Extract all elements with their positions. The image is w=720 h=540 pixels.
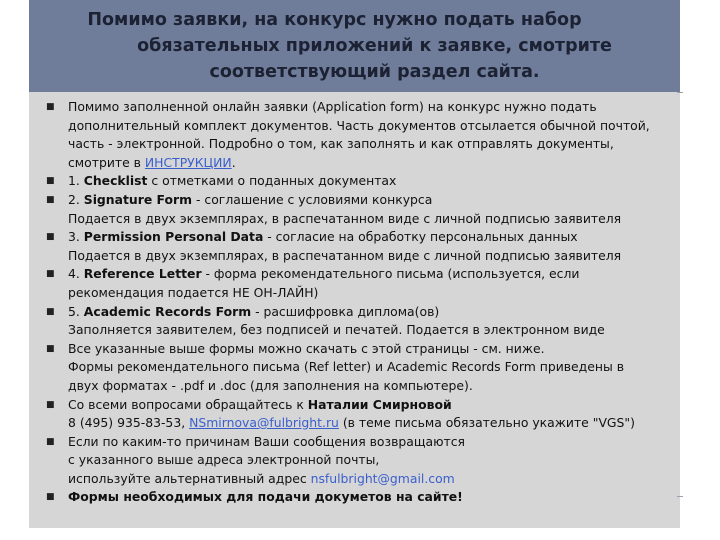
item-text-line — [68, 470, 683, 489]
bullet-list — [43, 98, 683, 507]
square-bullet-icon: ■ — [46, 102, 55, 112]
form-name: Academic Records Form — [83, 303, 252, 319]
item-text-line — [68, 265, 683, 284]
contact-phone: 8 (495) 935-83-53, — [68, 415, 190, 431]
alternate-email-link[interactable]: nsfulbright@gmail.com — [310, 470, 455, 486]
form-name: Permission Personal Data — [83, 229, 264, 245]
form-name: Reference Letter — [83, 266, 202, 282]
square-bullet-icon: ■ — [46, 176, 55, 187]
square-bullet-icon: ■ — [46, 232, 55, 243]
slide — [29, 0, 680, 528]
item-text: с отметками о поданных документах — [147, 173, 397, 189]
item-text: - согласие на обработку персональных данных — [263, 229, 578, 245]
list-item-checklist — [43, 172, 683, 191]
item-number: 4. — [68, 266, 84, 282]
item-text-line — [68, 488, 683, 507]
slide-title-line-2: обязательных приложений к заявке, смотрите — [137, 36, 612, 56]
item-text-line: Подается в двух экземплярах, в распечатанном виде с личной подписью заявителя — [68, 210, 622, 226]
item-text: используйте альтернативный адрес — [68, 470, 311, 486]
item-number: 5. — [68, 303, 84, 319]
list-item-downloads — [43, 340, 683, 396]
item-text-line — [68, 172, 683, 191]
form-name: Checklist — [83, 173, 148, 189]
square-bullet-icon: ■ — [46, 343, 55, 354]
edge-tick — [677, 92, 683, 93]
item-text-line: Заполняется заявителем, без подписей и печатей. Подается в электронном виде — [68, 322, 605, 338]
square-bullet-icon: ■ — [46, 492, 55, 503]
forms-note: Формы необходимых для подачи докуметов на сайте! — [68, 489, 463, 505]
list-item-forms-note — [43, 488, 683, 507]
item-text-line: Подается в двух экземплярах, в распечатанном виде с личной подписью заявителя — [68, 247, 622, 263]
item-text-line — [68, 303, 683, 322]
item-text-line — [68, 191, 683, 210]
form-name: Signature Form — [83, 191, 193, 207]
item-text: - соглашение с условиями конкурса — [192, 191, 433, 207]
item-text: (в теме письма обязательно укажите "VGS") — [338, 415, 635, 431]
contact-email-link[interactable]: NSmirnova@fulbright.ru — [189, 415, 339, 431]
item-text-line: двух форматах - .pdf и .doc (для заполнения на компьютере). — [68, 377, 473, 393]
list-item-alternate-address — [43, 433, 683, 489]
item-text-line — [68, 154, 683, 173]
item-number: 2. — [68, 191, 84, 207]
contact-name: Наталии Смирновой — [307, 396, 452, 412]
item-text-line — [68, 396, 683, 415]
item-number: 3. — [68, 229, 84, 245]
edge-tick — [677, 496, 683, 497]
item-text-line: рекомендация подается НЕ ОН-ЛАЙН) — [68, 284, 319, 300]
square-bullet-icon: ■ — [46, 399, 55, 410]
list-item-academic-records — [43, 303, 683, 340]
list-item-signature-form — [43, 191, 683, 228]
title-band — [29, 0, 680, 92]
item-text: Со всеми вопросами обращайтесь к — [68, 396, 308, 412]
item-text-line: дополнительный комплект документов. Часть документов отсылается обычной почтой, — [68, 117, 650, 133]
item-text: - форма рекомендательного письма (используется, если — [201, 266, 580, 282]
list-item-intro — [43, 98, 683, 172]
item-text-line: часть - электронной. Подробно о том, как заполнять и как отправлять документы, — [68, 136, 614, 152]
item-text: . — [231, 154, 236, 170]
square-bullet-icon: ■ — [46, 194, 55, 205]
list-item-contact — [43, 396, 683, 433]
list-item-permission — [43, 228, 683, 265]
item-text-line: Все указанные выше формы можно скачать с этой страницы - см. ниже. — [68, 340, 545, 356]
square-bullet-icon: ■ — [46, 269, 55, 280]
item-text: смотрите в — [68, 154, 145, 170]
instructions-link[interactable]: ИНСТРУКЦИИ — [144, 154, 232, 170]
item-text-line: с указанного выше адреса электронной почты, — [68, 452, 380, 468]
slide-title-line-3: соответствующий раздел сайта. — [209, 62, 540, 82]
slide-title-line-1: Помимо заявки, на конкурс нужно подать набор — [87, 10, 582, 30]
item-text-line — [68, 414, 683, 433]
list-item-reference-letter — [43, 265, 683, 302]
square-bullet-icon: ■ — [46, 306, 55, 317]
item-text: - расшифровка диплома(ов) — [251, 303, 440, 319]
item-text-line: Если по каким-то причинам Ваши сообщения возвращаются — [68, 433, 466, 449]
item-number: 1. — [68, 173, 84, 189]
item-text-line — [68, 228, 683, 247]
item-text-line: Формы рекомендательного письма (Ref letter) и Academic Records Form приведены в — [68, 359, 624, 375]
item-text-line: Помимо заполненной онлайн заявки (Application form) на конкурс нужно подать — [68, 99, 597, 114]
square-bullet-icon: ■ — [46, 436, 55, 447]
